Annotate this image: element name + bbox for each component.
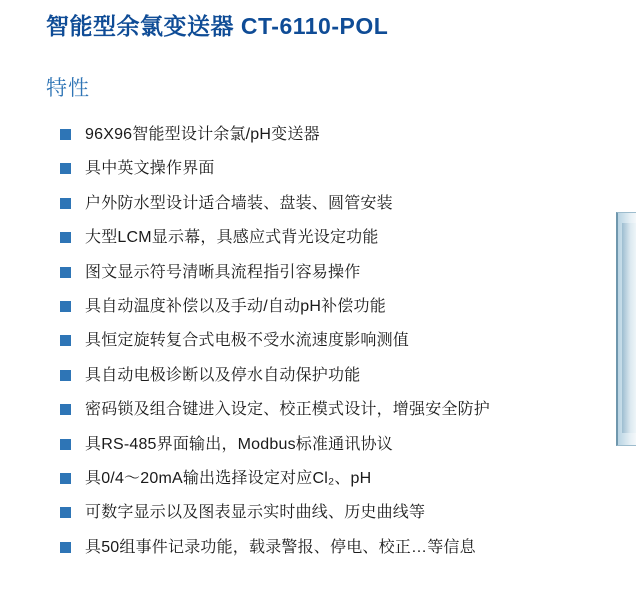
square-bullet-icon: [60, 507, 71, 518]
square-bullet-icon: [60, 198, 71, 209]
square-bullet-icon: [60, 301, 71, 312]
square-bullet-icon: [60, 439, 71, 450]
product-image-fragment-inner: [622, 223, 636, 433]
list-item-label: 具中英文操作界面: [85, 160, 215, 178]
square-bullet-icon: [60, 232, 71, 243]
square-bullet-icon: [60, 163, 71, 174]
list-item-label: 密码锁及组合键进入设定、校正模式设计，增强安全防护: [85, 401, 491, 419]
list-item-label: 具恒定旋转复合式电极不受水流速度影响测值: [85, 332, 410, 350]
list-item-label: 具50组事件记录功能，载录警报、停电、校正…等信息: [85, 538, 476, 556]
list-item-label: 96X96智能型设计余氯/pH变送器: [85, 126, 320, 143]
list-item: [60, 152, 620, 186]
list-item: [60, 118, 620, 152]
square-bullet-icon: [60, 129, 71, 140]
list-item: [60, 462, 620, 496]
square-bullet-icon: [60, 335, 71, 346]
list-item: [60, 359, 620, 393]
square-bullet-icon: [60, 370, 71, 381]
list-item: [60, 428, 620, 462]
product-image-fragment: [616, 212, 636, 446]
list-item: [60, 187, 620, 221]
list-item-label: 具RS-485界面输出，Modbus标准通讯协议: [85, 435, 393, 453]
list-item-label: 可数字显示以及图表显示实时曲线、历史曲线等: [85, 504, 426, 522]
list-item: [60, 290, 620, 324]
list-item-label: 大型LCM显示幕，具感应式背光设定功能: [85, 229, 379, 247]
list-item: [60, 324, 620, 358]
feature-list: [60, 118, 620, 565]
list-item-label: 图文显示符号清晰具流程指引容易操作: [85, 263, 361, 281]
square-bullet-icon: [60, 473, 71, 484]
list-item-label: 具0/4～20mA输出选择设定对应Cl₂、pH: [85, 469, 372, 487]
square-bullet-icon: [60, 404, 71, 415]
section-heading-features: 特性: [46, 77, 90, 100]
list-item: [60, 531, 620, 565]
square-bullet-icon: [60, 267, 71, 278]
square-bullet-icon: [60, 542, 71, 553]
list-item-label: 户外防水型设计适合墙装、盘装、圆管安装: [85, 194, 393, 212]
page-title: 智能型余氯变送器 CT-6110-POL: [46, 13, 389, 39]
list-item-label: 具自动电极诊断以及停水自动保护功能: [85, 366, 361, 384]
list-item-label: 具自动温度补偿以及手动/自动pH补偿功能: [85, 297, 386, 315]
list-item: [60, 221, 620, 255]
list-item: [60, 393, 620, 427]
list-item: [60, 256, 620, 290]
list-item: [60, 496, 620, 530]
